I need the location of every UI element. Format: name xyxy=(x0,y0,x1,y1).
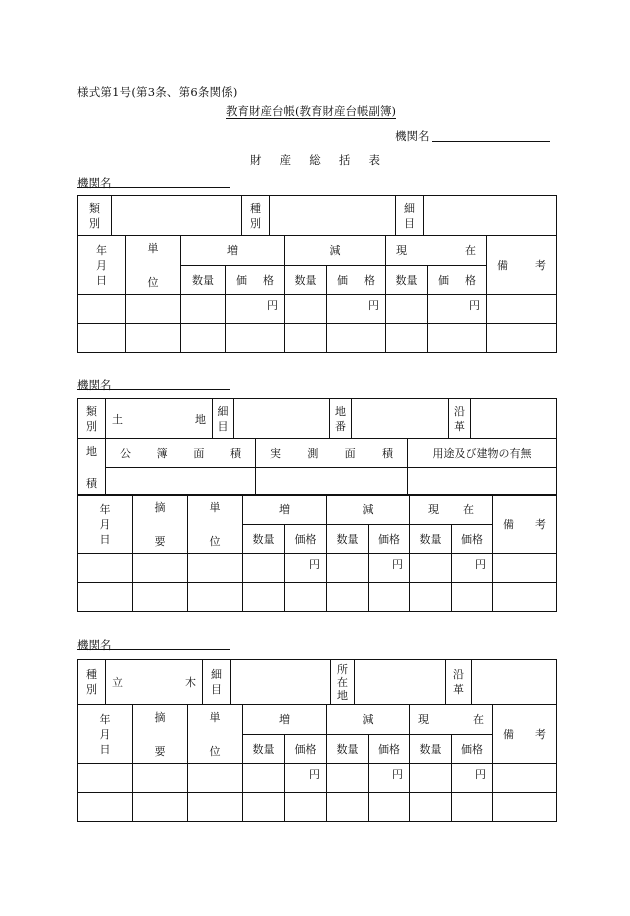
cell[interactable] xyxy=(243,764,285,793)
section1-dec-qty-header: 数量 xyxy=(285,265,327,295)
cell[interactable] xyxy=(493,793,557,822)
section2-dec-qty-header: 数量 xyxy=(327,524,369,554)
section3-org-field[interactable] xyxy=(77,649,230,650)
cell[interactable] xyxy=(226,324,285,353)
cell[interactable] xyxy=(133,583,188,612)
section2-usage-header: 用途及び建物の有無 xyxy=(408,439,557,468)
section2-org-field[interactable] xyxy=(77,389,230,390)
section3-decrease-header: 減 xyxy=(327,705,410,735)
section3-dec-price-header: 価格 xyxy=(369,734,410,764)
cell[interactable] xyxy=(78,295,126,324)
section1-detail-field[interactable] xyxy=(424,196,557,236)
section3-date-header: 年 月 日 xyxy=(78,705,133,764)
yen-cell[interactable]: 円 xyxy=(285,764,327,793)
section2-inc-price-header: 価格 xyxy=(285,524,327,554)
section2-inc-qty-header: 数量 xyxy=(243,524,285,554)
cell[interactable] xyxy=(386,324,428,353)
yen-cell[interactable]: 円 xyxy=(285,554,327,583)
cell[interactable] xyxy=(133,764,188,793)
cell[interactable] xyxy=(133,793,188,822)
cell[interactable] xyxy=(78,554,133,583)
yen-cell[interactable]: 円 xyxy=(226,295,285,324)
section2-dec-price-header: 価格 xyxy=(369,524,410,554)
section3-header-table xyxy=(77,659,557,705)
cell[interactable] xyxy=(188,793,243,822)
section1-header-table xyxy=(77,195,557,236)
cell[interactable] xyxy=(78,764,133,793)
yen-cell[interactable]: 円 xyxy=(452,764,493,793)
section1-org-field[interactable] xyxy=(77,187,230,188)
cell[interactable] xyxy=(78,583,133,612)
section1-dec-price-header: 価 格 xyxy=(327,265,386,295)
cell[interactable] xyxy=(133,554,188,583)
cell[interactable] xyxy=(327,764,369,793)
cell[interactable] xyxy=(126,295,181,324)
section2-unit-header: 単 位 xyxy=(188,495,243,554)
summary-title-char: 総 xyxy=(309,153,321,167)
section2-remarks-header: 備 考 xyxy=(493,495,557,554)
section2-date-header: 年 月 日 xyxy=(78,495,133,554)
section3-kind-value: 立 木 xyxy=(106,660,203,705)
section3-summary-header: 摘 要 xyxy=(133,705,188,764)
cell[interactable] xyxy=(285,324,327,353)
cell[interactable] xyxy=(126,324,181,353)
section3-kind-label: 種 別 xyxy=(78,660,106,705)
section1-cur-qty-header: 数量 xyxy=(386,265,428,295)
section2-usage-field[interactable] xyxy=(408,467,557,496)
section1-remarks-header: 備 考 xyxy=(487,236,557,295)
cell[interactable] xyxy=(78,793,133,822)
section2-org-label: 機関名 xyxy=(77,378,112,392)
table-row xyxy=(78,793,557,822)
cell[interactable] xyxy=(410,793,452,822)
section2-area-label: 地 積 xyxy=(78,439,106,496)
org-name-label: 機関名 xyxy=(395,129,430,143)
cell[interactable] xyxy=(188,554,243,583)
section2-registry-area-field[interactable] xyxy=(106,467,256,496)
section2-decrease-header: 減 xyxy=(327,495,410,525)
section3-history-field[interactable] xyxy=(472,660,557,705)
section3-unit-header: 単 位 xyxy=(188,705,243,764)
cell[interactable] xyxy=(181,295,226,324)
cell[interactable] xyxy=(487,324,557,353)
yen-cell[interactable]: 円 xyxy=(452,554,493,583)
section3-cur-qty-header: 数量 xyxy=(410,734,452,764)
section2-type-value: 土 地 xyxy=(106,399,213,439)
cell[interactable] xyxy=(181,324,226,353)
form-number: 様式第1号(第3条、第6条関係) xyxy=(77,85,238,99)
section1-decrease-header: 減 xyxy=(285,236,386,266)
cell[interactable] xyxy=(78,324,126,353)
section3-dec-qty-header: 数量 xyxy=(327,734,369,764)
section3-detail-label: 細 目 xyxy=(203,660,231,705)
section2-lot-field[interactable] xyxy=(352,399,449,439)
section1-kind-label: 種 別 xyxy=(242,196,270,236)
section3-location-field[interactable] xyxy=(355,660,446,705)
section3-location-label: 所 在 地 xyxy=(331,660,355,705)
section2-registry-area-header: 公 簿 面 積 xyxy=(106,439,256,468)
cell[interactable] xyxy=(493,554,557,583)
ledger-title: 教育財産台帳(教育財産台帳副簿) xyxy=(226,104,396,118)
cell[interactable] xyxy=(410,764,452,793)
section3-increase-header: 増 xyxy=(243,705,327,735)
section3-remarks-header: 備 考 xyxy=(493,705,557,764)
section1-org-label: 機関名 xyxy=(77,176,112,190)
cell[interactable] xyxy=(285,583,327,612)
section2-increase-header: 増 xyxy=(243,495,327,525)
section1-current-header: 現 在 xyxy=(386,236,487,266)
section2-measured-area-field[interactable] xyxy=(256,467,408,496)
section2-lot-label: 地 番 xyxy=(330,399,352,439)
section3-current-header: 現 在 xyxy=(410,705,493,735)
section2-area-table xyxy=(77,438,557,496)
section2-history-label: 沿 革 xyxy=(449,399,471,439)
cell[interactable] xyxy=(285,793,327,822)
section2-measured-area-header: 実 測 面 積 xyxy=(256,439,408,468)
yen-cell[interactable]: 円 xyxy=(369,554,410,583)
org-name-field[interactable] xyxy=(432,141,550,142)
section1-cur-price-header: 価 格 xyxy=(428,265,487,295)
section2-detail-label: 細 目 xyxy=(213,399,234,439)
section2-current-header: 現 在 xyxy=(410,495,493,525)
summary-title-char: 財 xyxy=(250,153,262,167)
cell[interactable] xyxy=(243,583,285,612)
summary-title-char: 括 xyxy=(338,153,351,167)
section1-inc-qty-header: 数量 xyxy=(181,265,226,295)
section2-history-field[interactable] xyxy=(471,399,557,439)
cell[interactable] xyxy=(452,793,493,822)
section1-inc-price-header: 価 格 xyxy=(226,265,285,295)
section3-org-label: 機関名 xyxy=(77,638,112,652)
section2-detail-field[interactable] xyxy=(234,399,330,439)
section1-data-table xyxy=(77,235,557,353)
section3-inc-qty-header: 数量 xyxy=(243,734,285,764)
section2-header-table xyxy=(77,398,557,439)
section1-unit-header: 単 位 xyxy=(126,236,181,295)
cell[interactable] xyxy=(487,295,557,324)
cell[interactable] xyxy=(188,764,243,793)
section2-data-table xyxy=(77,494,557,612)
summary-title-char: 表 xyxy=(368,153,380,167)
cell[interactable] xyxy=(493,583,557,612)
section3-cur-price-header: 価格 xyxy=(452,734,493,764)
table-row xyxy=(78,295,557,324)
table-row xyxy=(78,764,557,793)
section1-detail-label: 細 目 xyxy=(396,196,424,236)
section3-history-label: 沿 革 xyxy=(446,660,472,705)
cell[interactable] xyxy=(327,554,369,583)
section1-type-label: 類 別 xyxy=(78,196,112,236)
section2-summary-header: 摘 要 xyxy=(133,495,188,554)
cell[interactable] xyxy=(493,764,557,793)
cell[interactable] xyxy=(452,583,493,612)
cell[interactable] xyxy=(188,583,243,612)
cell[interactable] xyxy=(285,295,327,324)
section1-date-header: 年 月 日 xyxy=(78,236,126,295)
section1-kind-field[interactable] xyxy=(270,196,396,236)
cell[interactable] xyxy=(327,324,386,353)
section2-cur-price-header: 価格 xyxy=(452,524,493,554)
cell[interactable] xyxy=(386,295,428,324)
section3-inc-price-header: 価格 xyxy=(285,734,327,764)
section3-detail-field[interactable] xyxy=(231,660,331,705)
section2-cur-qty-header: 数量 xyxy=(410,524,452,554)
cell[interactable] xyxy=(369,583,410,612)
yen-cell[interactable]: 円 xyxy=(428,295,487,324)
cell[interactable] xyxy=(369,793,410,822)
cell[interactable] xyxy=(410,583,452,612)
cell[interactable] xyxy=(327,793,369,822)
table-row xyxy=(78,324,557,353)
cell[interactable] xyxy=(410,554,452,583)
cell[interactable] xyxy=(243,554,285,583)
summary-title-char: 産 xyxy=(279,153,292,167)
table-row xyxy=(78,583,557,612)
cell[interactable] xyxy=(327,583,369,612)
table-row xyxy=(78,554,557,583)
section1-increase-header: 増 xyxy=(181,236,285,266)
summary-title xyxy=(250,152,380,168)
cell[interactable] xyxy=(428,324,487,353)
section3-data-table xyxy=(77,704,557,822)
yen-cell[interactable]: 円 xyxy=(327,295,386,324)
cell[interactable] xyxy=(243,793,285,822)
section1-type-field[interactable] xyxy=(112,196,242,236)
yen-cell[interactable]: 円 xyxy=(369,764,410,793)
section2-type-label: 類 別 xyxy=(78,399,106,439)
